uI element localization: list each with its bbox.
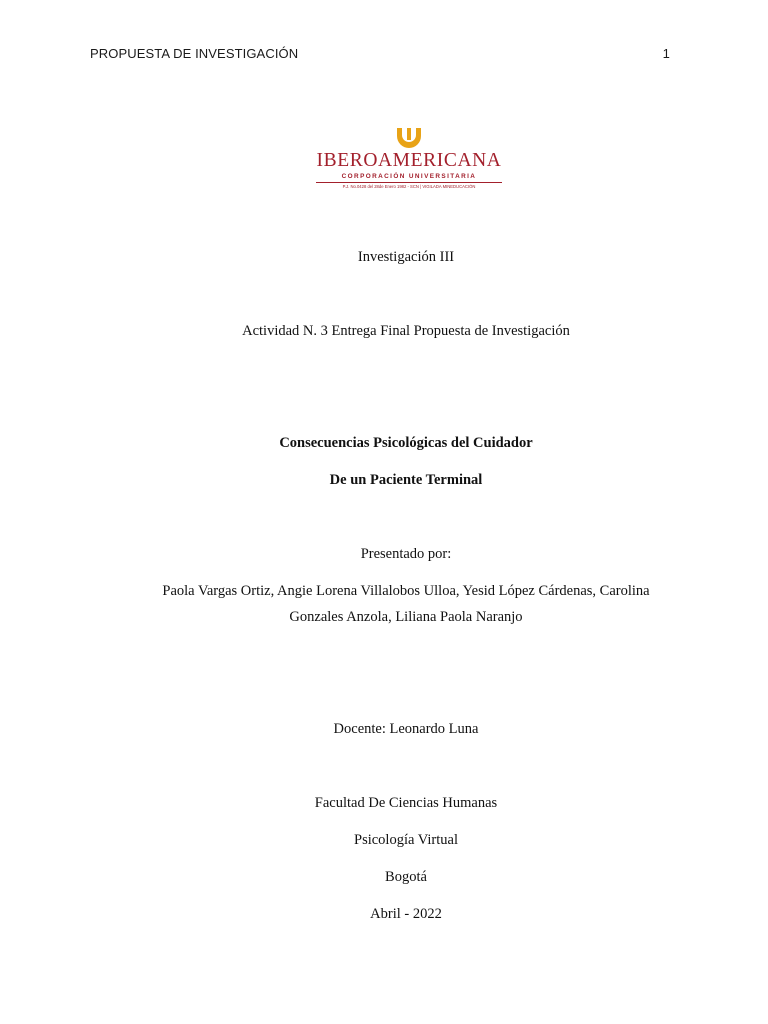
authors-line1: Paola Vargas Ortiz, Angie Lorena Villalobos Ulloa, Yesid López Cárdenas, Carolina (162, 583, 650, 599)
logo-name: IBEROAMERICANA (316, 150, 502, 171)
presented-by-label: Presentado por: (360, 546, 452, 562)
university-emblem-icon (396, 128, 422, 148)
faculty-name: Facultad De Ciencias Humanas (314, 795, 498, 811)
teacher-name: Docente: Leonardo Luna (333, 721, 479, 737)
course-name: Investigación III (357, 249, 455, 265)
document-title-line1: Consecuencias Psicológicas del Cuidador (279, 435, 533, 451)
logo-subtitle: CORPORACIÓN UNIVERSITARIA (341, 172, 477, 180)
activity-title: Actividad N. 3 Entrega Final Propuesta de Investigación (242, 323, 570, 339)
program-name: Psicología Virtual (354, 832, 458, 848)
city-name: Bogotá (385, 869, 427, 885)
submission-date: Abril - 2022 (370, 906, 442, 922)
logo-divider (316, 182, 502, 183)
page-header (90, 46, 670, 61)
authors-line2: Gonzales Anzola, Liliana Paola Naranjo (289, 609, 523, 625)
document-title-line2: De un Paciente Terminal (329, 472, 483, 488)
running-title: PROPUESTA DE INVESTIGACIÓN (90, 46, 299, 61)
page-number: 1 (662, 46, 670, 61)
university-logo (312, 128, 506, 189)
logo-fine-print: P.J. No.0428 del 28de Enero 1982 - SCN | VIGILADA MINEDUCACIÓN (342, 183, 476, 189)
